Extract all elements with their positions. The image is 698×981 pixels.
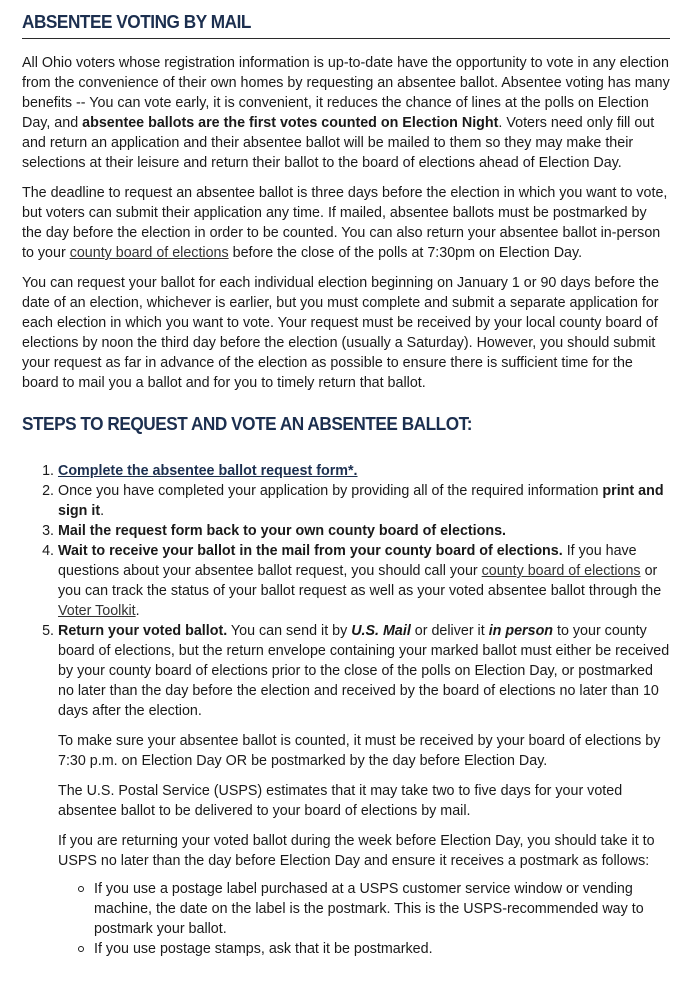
steps-title: STEPS TO REQUEST AND VOTE AN ABSENTEE BALLOT: [22,413,473,434]
bullet-text: If you use postage stamps, ask that it be postmarked. [94,941,433,957]
step-5-text-b: or deliver it [410,623,489,639]
intro-p1-bold: absentee ballots are the first votes counted on Election Night [82,115,499,131]
bullet-circle-icon [78,886,84,892]
county-board-link[interactable]: county board of elections [69,245,229,261]
voter-toolkit-link[interactable]: Voter Toolkit [58,603,136,619]
step-2-bold: print and sign it [58,483,664,519]
bullet-circle-icon [78,946,84,952]
intro-paragraph-1 [22,53,670,173]
list-item [78,939,670,959]
step-4-text-c: . [135,603,140,619]
step-5-paragraph-4: If you are returning your voted ballot during the week before Election Day, you should take it to USPS no later than the day before Election Day and ensure it receives a postmark as follows: [58,833,655,869]
step-5 [58,621,670,959]
step-2-text-a: Once you have completed your application by providing all of the required information [58,483,603,499]
step-4-bold: Wait to receive your ballot in the mail from your county board of elections. [58,543,563,559]
step-1 [58,461,670,481]
intro-p1-text-a: All Ohio voters whose registration information is up-to-date have the opportunity to vote in any election from the convenience of their own homes by requesting an absentee ballot. Absentee voting has many benefits -- You can vote early, it is convenient, it reduces the chance of lines at the polls on Election Day, and [22,55,670,131]
step-4-text-a: If you have questions about your absentee ballot request, you should call your [58,543,637,579]
intro-p2-text-b: before the close of the polls at 7:30pm on Election Day. [228,245,583,261]
step-2 [58,481,670,521]
step-2-text-b: . [100,503,105,519]
step-5-in-person: in person [488,623,554,639]
intro-paragraph-3: You can request your ballot for each individual election beginning on January 1 or 90 days before the date of an election, whichever is earlier, but you must complete and submit a separate application for each election in which you want to vote. Your request must be received by your local county board of elections by noon the third day before the election (usually a Saturday). However, you should submit your request as far in advance of the election as possible to ensure there is sufficient time for the board to mail you a ballot and for you to timely return that ballot. [22,275,659,391]
step-5-us-mail: U.S. Mail [351,623,411,639]
step-4 [58,541,670,621]
page-title: ABSENTEE VOTING BY MAIL [22,11,251,32]
intro-paragraph-2 [22,183,670,263]
step-3-bold: Mail the request form back to your own county board of elections. [58,523,507,539]
step-4-text-b: or you can track the status of your ballot request as well as your voted absentee ballot through the [58,563,662,599]
step-5-bold: Return your voted ballot. [58,623,228,639]
bullet-text: If you use a postage label purchased at a USPS customer service window or vending machine, the date on the label is the postmark. This is the USPS-recommended way to postmark your ballot. [94,881,644,937]
step-5-text-a: You can send it by [227,623,352,639]
intro-p2-text-a: The deadline to request an absentee ballot is three days before the election in which you want to vote, but voters can submit their application any time. If mailed, absentee ballots must be postmarked by the day before the election in order to be counted. You can also return your absentee ballot in-person to your [22,185,668,261]
request-form-link[interactable]: Complete the absentee ballot request form*. [58,463,358,479]
step-3 [58,521,670,541]
step-5-text-c: to your county board of elections, but the return envelope containing your marked ballot must either be received by your county board of elections prior to the close of the polls on Election Day, or postmarked no later than the day before the election and received by the board of elections no later than 10 days after the election. [58,623,670,719]
county-board-link-2[interactable]: county board of elections [481,563,641,579]
step-5-paragraph-2: To make sure your absentee ballot is counted, it must be received by your board of elections by 7:30 p.m. on Election Day OR be postmarked by the day before Election Day. [58,733,661,769]
intro-p1-text-b: . Voters need only fill out and return an application and their absentee ballot will be mailed to them so they may make their selections at their leisure and return their ballot to the board of elections ahead of Election Day. [22,115,655,171]
title-divider [22,38,670,39]
steps-list [22,461,670,959]
list-item [78,879,670,939]
step-5-paragraph-3: The U.S. Postal Service (USPS) estimates that it may take two to five days for your voted absentee ballot to be delivered to your board of elections by mail. [58,783,623,819]
postmark-bullet-list [58,879,670,959]
